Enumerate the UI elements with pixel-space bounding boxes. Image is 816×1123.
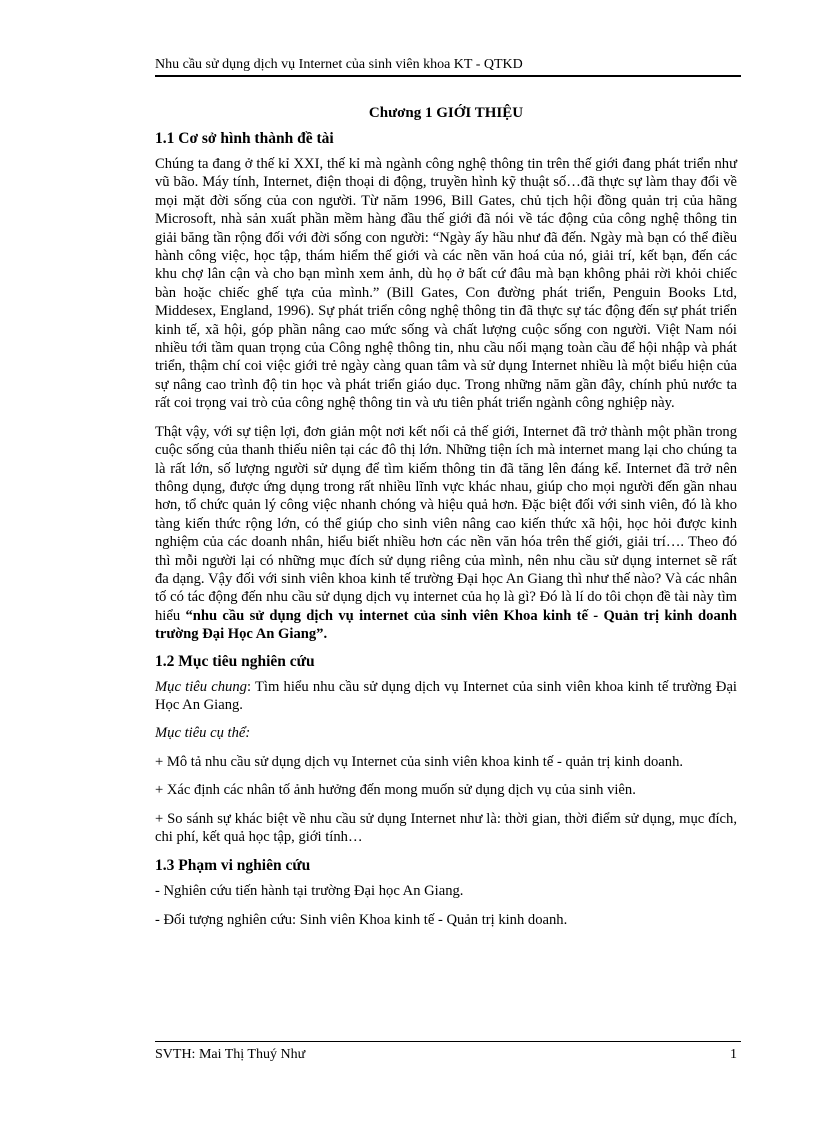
research-topic-title: “nhu cầu sử dụng dịch vụ internet của sinh viên Khoa kinh tế - Quản trị kinh doanh trường Đại Học An Giang”. [155,607,737,643]
scope-item-2: - Đối tượng nghiên cứu: Sinh viên Khoa kinh tế - Quản trị kinh doanh. [155,911,568,928]
specific-objective-label [155,724,737,742]
specific-objective-label-text: Mục tiêu cụ thể: [155,725,251,742]
page-number: 1 [730,1047,737,1062]
objective-item-1: + Mô tả nhu cầu sử dụng dịch vụ Internet của sinh viên khoa kinh tế - quản trị kinh doanh. [155,753,684,770]
general-objective [155,678,737,715]
running-header: Nhu cầu sử dụng dịch vụ Internet của sinh viên khoa KT - QTKD [155,57,523,72]
section-heading-1-2: 1.2 Mục tiêu nghiên cứu [155,652,315,670]
page-content [155,103,737,939]
section-heading-1-3: 1.3 Phạm vi nghiên cứu [155,857,311,875]
scope-item-1: - Nghiên cứu tiến hành tại trường Đại học An Giang. [155,883,464,900]
general-objective-label: Mục tiêu chung [155,678,247,695]
running-footer [155,1046,741,1064]
paragraph-background-2 [155,423,737,644]
paragraph-background-1: Chúng ta đang ở thế kỉ XXI, thế kỉ mà ngành công nghệ thông tin trên thế giới đang phát triển như vũ bão. Máy tính, Internet, điện thoại di động, truyền hình kỹ thuật số…đã thực sự làm thay đổi về mọi mặt đời sống của con người. Từ năm 1996, Bill Gates, chủ tịch hội đồng quản trị của hãng Microsoft, nhà sản xuất phần mềm hàng đầu thế giới đã nói về tác động của công nghệ thông tin giải băng tần rộng đối với đời sống con người: “Ngày ấy hầu như đã đến. Ngày mà bạn có thể điều hành công việc, học tập, thám hiểm thế giới và các nền văn hoá của nó, giải trí, kết bạn, đến các khu chợ lân cận và cho bạn mình xem ảnh, dù họ ở bất cứ đâu mà bạn không phải rời khỏi chiếc bàn hoặc chiếc ghế tựa của mình.” (Bill Gates, Con đường phát triển, Penguin Books Ltd, Middesex, England, 1996). Sự phát triển công nghệ thông tin đã thực sự tác động đến sự phát triển kinh tế, xã hội, góp phần nâng cao mức sống và chất lượng cuộc sống con người. Việt Nam nói nhiều tới tầm quan trọng của Công nghệ thông tin, nhu cầu nối mạng toàn cầu để hội nhập và phát triển, thậm chí coi việc giới trẻ ngày càng quan tâm và sử dụng Internet nhiều là một biểu hiện của sự nâng cao trình độ tin học và phát triển giáo dục. Trong những năm gần đây, chính phủ nước ta rất coi trọng vai trò của công nghệ thông tin và ưu tiên phát triển ngành công nghiệp này. [155,156,737,412]
general-objective-text: : Tìm hiểu nhu cầu sử dụng dịch vụ Internet của sinh viên khoa kinh tế trường Đại Học An Giang. [155,678,737,713]
footer-rule [155,1041,741,1042]
objective-item-2: + Xác định các nhân tố ảnh hưởng đến mong muốn sử dụng dịch vụ của sinh viên. [155,782,636,799]
header-rule [155,75,741,77]
objective-item-3: + So sánh sự khác biệt về nhu cầu sử dụng Internet như là: thời gian, thời điểm sử dụng, mục đích, chi phí, kết quả học tập, giới tính… [155,810,737,845]
chapter-title: Chương 1 GIỚI THIỆU [368,105,524,121]
paragraph-background-2-text: Thật vậy, với sự tiện lợi, đơn giản một nơi kết nối cả thế giới, Internet đã trở thành một phần trong cuộc sống của thanh thiếu niên tại các đô thị lớn. Những tiện ích mà internet mang lại cho chúng ta là rất lớn, số lượng người sử dụng để tìm kiếm thông tin đã tăng lên đáng kể. Internet đã trở nên thông dụng, được ứng dụng trong rất nhiều lĩnh vực khác nhau, giúp cho mọi người đến gần nhau hơn, tổ chức quản lý công việc nhanh chóng và hiệu quả hơn. Đặc biệt đối với sinh viên, đó là kho tàng kiến thức rộng lớn, có thể giúp cho sinh viên nâng cao kiến thức xã hội, học hỏi được kinh nghiệm của các doanh nhân, hiểu biết nhiều hơn các nền văn hóa trên thế giới, giải trí…. Theo đó thì mỗi người lại có những mục đích sử dụng riêng của mình, nên nhu cầu sử dụng internet sẽ rất đa dạng. Vậy đối với sinh viên khoa kinh tế trường Đại học An Giang thì như thế nào? Và các nhân tố có tác động đến nhu cầu sử dụng dịch vụ internet của họ là gì? Đó là lí do tôi chọn đề tài này tìm hiểu [155,423,737,624]
footer-author: SVTH: Mai Thị Thuý Như [155,1047,306,1062]
section-heading-1-1: 1.1 Cơ sở hình thành đề tài [155,130,334,147]
